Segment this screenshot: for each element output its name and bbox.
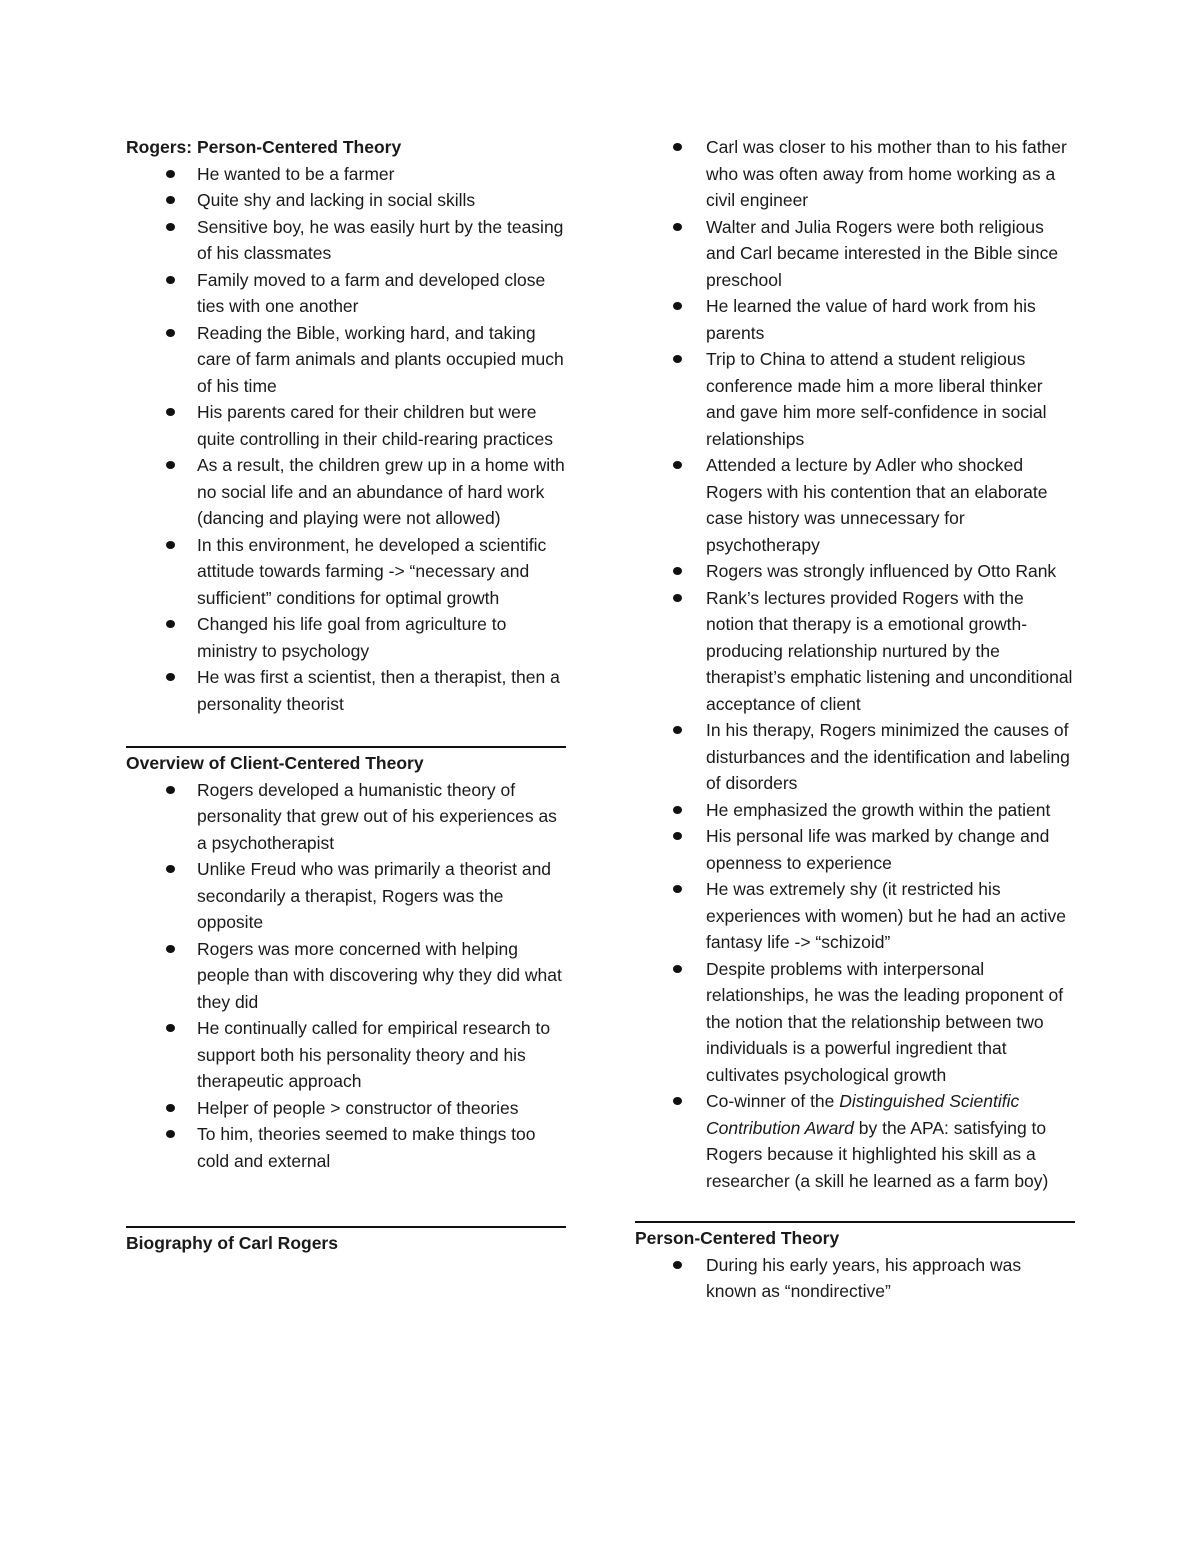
list-item-text: In this environment, he developed a scientific attitude towards farming -> “necessary and sufficient” conditions for optimal growth	[197, 534, 547, 608]
section-title-overview-client-centered: Overview of Client-Centered Theory	[126, 746, 566, 777]
list-item-text: Reading the Bible, working hard, and taking care of farm animals and plants occupied much of his time	[197, 322, 564, 396]
list-item	[635, 214, 1075, 294]
list-item-text: Carl was closer to his mother than to his father who was often away from home working as a civil engineer	[706, 137, 1067, 210]
spacer	[126, 717, 566, 746]
bullet-icon	[673, 567, 682, 575]
list-item	[126, 161, 566, 188]
bullet-icon	[673, 355, 682, 363]
list-item	[126, 267, 566, 320]
list-item	[635, 134, 1075, 214]
bullet-icon	[673, 594, 682, 602]
bullet-icon	[673, 461, 682, 469]
bullet-icon	[673, 726, 682, 734]
bullet-icon	[166, 170, 175, 178]
list-item	[126, 1121, 566, 1174]
section-title-person-centered-theory: Person-Centered Theory	[635, 1221, 1075, 1252]
list-item-text: Sensitive boy, he was easily hurt by the teasing of his classmates	[197, 216, 564, 263]
list-item-text: Attended a lecture by Adler who shocked Rogers with his contention that an elaborate case history was unnecessary for psychotherapy	[706, 455, 1048, 555]
section-title-rogers-person-centered: Rogers: Person-Centered Theory	[126, 137, 402, 157]
list-item-text: Unlike Freud who was primarily a theorist and secondarily a therapist, Rogers was the opposite	[197, 859, 552, 932]
list-item	[635, 558, 1075, 585]
bullet-icon	[166, 276, 175, 284]
list-item-text: Changed his life goal from agriculture to ministry to psychology	[197, 614, 507, 661]
bullet-icon	[166, 1130, 175, 1138]
list-item-text: His personal life was marked by change and openness to experience	[706, 826, 1050, 873]
list-item	[635, 956, 1075, 1089]
list-item-text: Trip to China to attend a student religious conference made him a more liberal thinker and gave him more self-confidence in social relationships	[706, 349, 1047, 449]
list-item	[126, 452, 566, 532]
section-title-biography: Biography of Carl Rogers	[126, 1226, 566, 1257]
bullet-icon	[166, 196, 175, 204]
bullet-list-rogers	[126, 161, 566, 718]
list-item-text: To him, theories seemed to make things too cold and external	[197, 1124, 536, 1171]
list-item	[635, 452, 1075, 558]
bullet-icon	[166, 865, 175, 873]
list-item-text: Rogers developed a humanistic theory of personality that grew out of his experiences as a psychotherapist	[197, 779, 557, 853]
list-item-text: Walter and Julia Rogers were both religious and Carl became interested in the Bible since preschool	[706, 216, 1059, 290]
list-item-text: He continually called for empirical research to support both his personality theory and his therapeutic approach	[197, 1018, 551, 1091]
bullet-icon	[673, 223, 682, 231]
bullet-icon	[673, 1261, 682, 1269]
list-item	[126, 1015, 566, 1095]
list-item-text: He was extremely shy (it restricted his experiences with women) but he had an active fantasy life -> “schizoid”	[706, 879, 1066, 952]
list-item-text: His parents cared for their children but were quite controlling in their child-rearing practices	[197, 402, 554, 449]
bullet-icon	[166, 408, 175, 416]
list-item	[126, 611, 566, 664]
bullet-icon	[166, 620, 175, 628]
right-column	[635, 134, 1075, 1305]
list-item-text: Helper of people > constructor of theories	[197, 1097, 519, 1118]
list-item	[635, 346, 1075, 452]
list-item-text: Rogers was strongly influenced by Otto Rank	[706, 561, 1057, 581]
bullet-icon	[673, 832, 682, 840]
bullet-icon	[166, 223, 175, 231]
bullet-icon	[166, 541, 175, 549]
list-item-text: As a result, the children grew up in a home with no social life and an abundance of hard work (dancing and playing were not allowed)	[197, 455, 565, 528]
bullet-icon	[166, 1024, 175, 1032]
list-item-text: Despite problems with interpersonal relationships, he was the leading proponent of the notion that the relationship between two individuals is a powerful ingredient that cultivates psychological growth	[706, 958, 1064, 1085]
list-item-text: Quite shy and lacking in social skills	[197, 190, 476, 210]
list-item	[635, 293, 1075, 346]
list-item	[126, 399, 566, 452]
bullet-list-overview	[126, 777, 566, 1175]
bullet-list-biography	[635, 134, 1075, 1194]
bullet-icon	[166, 461, 175, 469]
list-item	[126, 1095, 566, 1122]
bullet-icon	[673, 885, 682, 893]
award-text-before: Co-winner of the	[706, 1091, 840, 1111]
bullet-icon	[673, 143, 682, 151]
list-item	[126, 936, 566, 1016]
bullet-icon	[166, 786, 175, 794]
list-item-text: Family moved to a farm and developed close ties with one another	[197, 269, 546, 316]
list-item	[635, 876, 1075, 956]
list-item	[126, 856, 566, 936]
bullet-icon	[673, 1097, 682, 1105]
award-name: Distinguished Scientific Contribution Award	[706, 1091, 1020, 1138]
bullet-icon	[166, 1104, 175, 1112]
list-item-text: During his early years, his approach was known as “nondirective”	[706, 1254, 1022, 1301]
bullet-icon	[166, 945, 175, 953]
award-text-after: by the APA: satisfying to Rogers because it highlighted his skill as a researcher (a skill he learned as a farm boy)	[706, 1117, 1049, 1191]
list-item-text: He was first a scientist, then a therapist, then a personality theorist	[197, 667, 560, 714]
list-item	[126, 664, 566, 717]
left-column	[126, 134, 566, 1257]
list-item	[635, 585, 1075, 718]
spacer	[635, 1194, 1075, 1221]
list-item-text: Rogers was more concerned with helping people than with discovering why they did what they did	[197, 938, 562, 1012]
list-item	[635, 1252, 1075, 1305]
bullet-icon	[673, 806, 682, 814]
list-item-award	[635, 1088, 1075, 1194]
list-item	[126, 320, 566, 400]
bullet-list-person-centered	[635, 1252, 1075, 1305]
list-item	[635, 823, 1075, 876]
spacer	[126, 1174, 566, 1226]
bullet-icon	[166, 329, 175, 337]
bullet-icon	[673, 965, 682, 973]
list-item-text: Rank’s lectures provided Rogers with the notion that therapy is a emotional growth-producing relationship nurtured by the therapist’s emphatic listening and unconditional acceptance of client	[706, 587, 1073, 714]
bullet-icon	[673, 302, 682, 310]
list-item	[635, 717, 1075, 797]
list-item	[126, 777, 566, 857]
list-item-text: In his therapy, Rogers minimized the causes of disturbances and the identification and labeling of disorders	[706, 720, 1070, 793]
list-item	[635, 797, 1075, 824]
list-item	[126, 187, 566, 214]
bullet-icon	[166, 673, 175, 681]
list-item-text: He learned the value of hard work from his parents	[706, 296, 1036, 343]
list-item	[126, 214, 566, 267]
list-item-text: He wanted to be a farmer	[197, 163, 395, 184]
list-item	[126, 532, 566, 612]
list-item-text: He emphasized the growth within the patient	[706, 799, 1051, 820]
